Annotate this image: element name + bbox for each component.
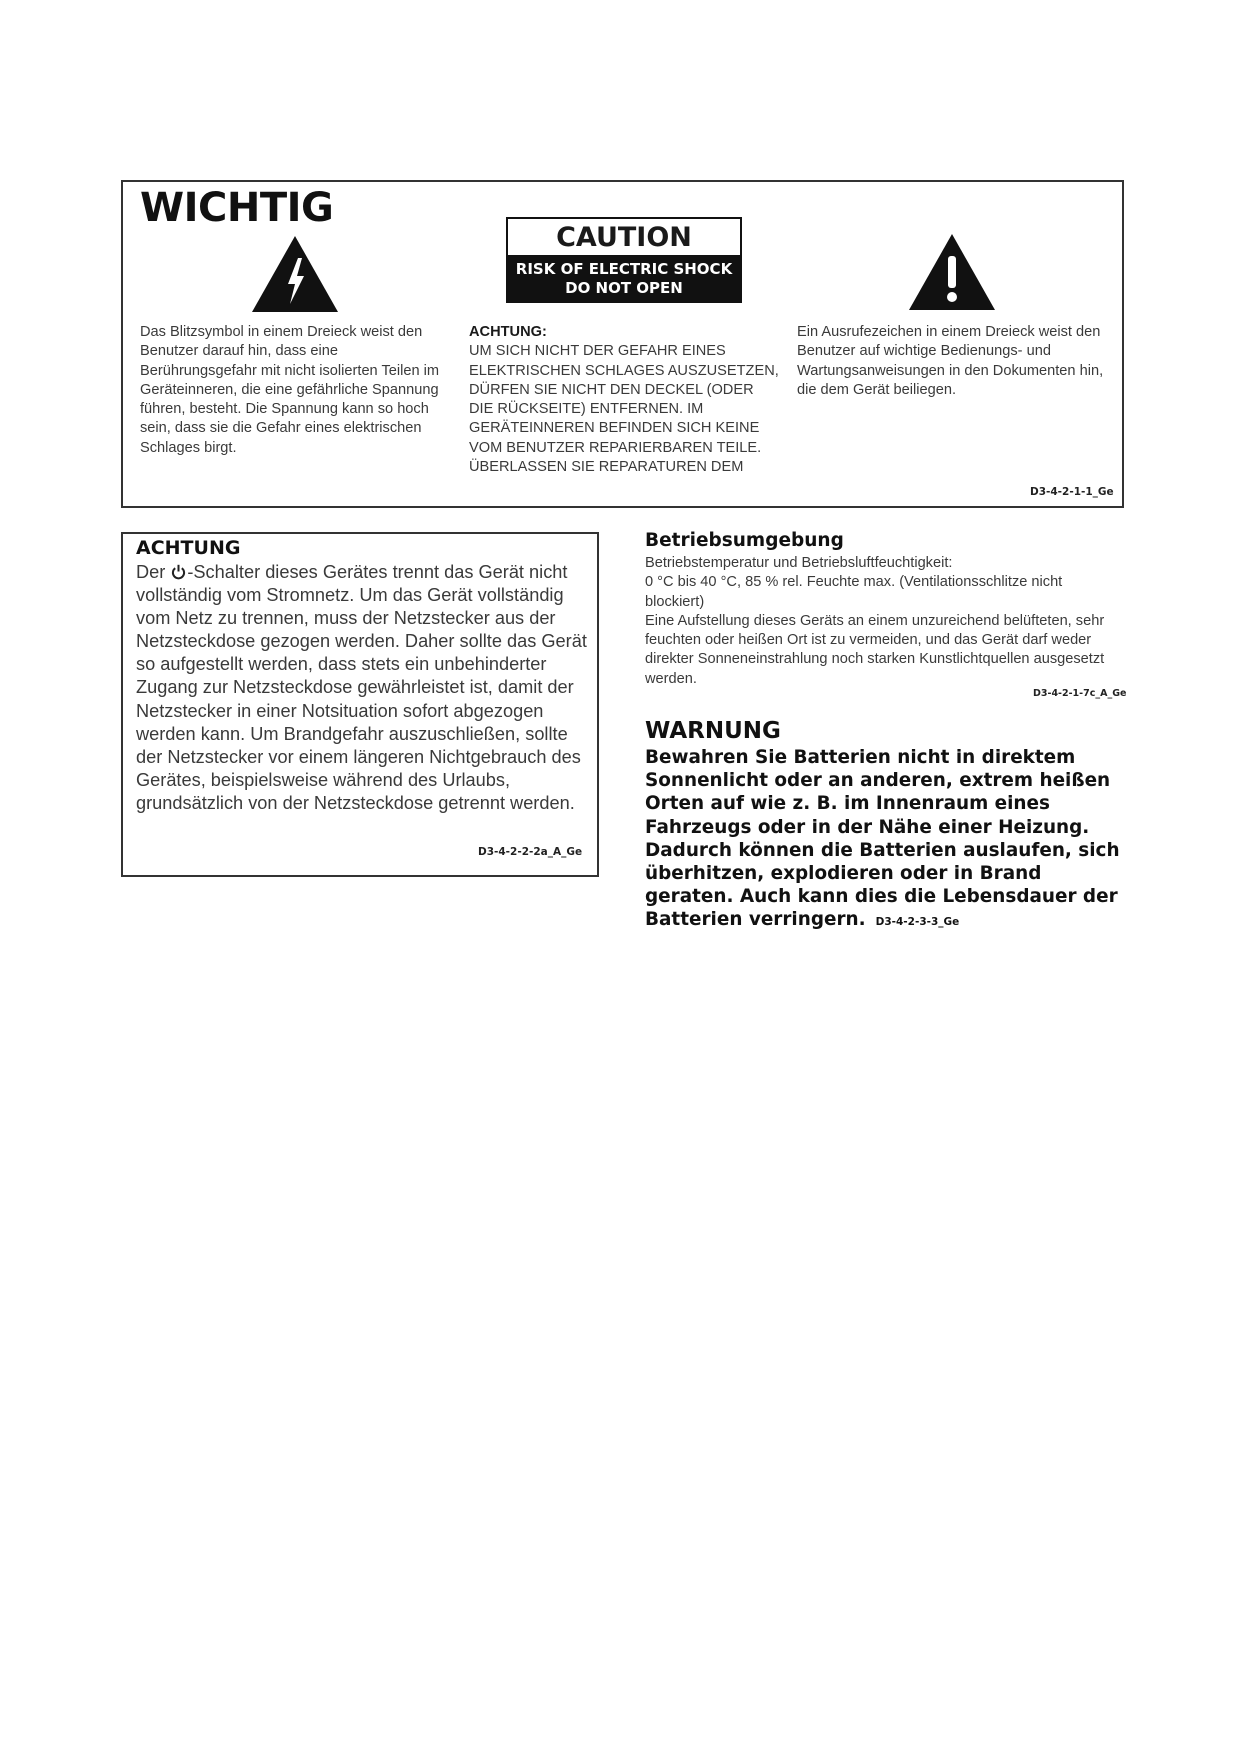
caution-line-1: RISK OF ELECTRIC SHOCK (515, 260, 733, 278)
important-code: D3-4-2-1-1_Ge (1030, 486, 1114, 498)
lightning-triangle-icon (252, 236, 338, 312)
caution-band (508, 255, 740, 303)
exclamation-explanation: Ein Ausrufezeichen in einem Dreieck weist den Benutzer auf wichtige Bedienungs- und Wartungsanweisungen in den Dokumenten hin, die dem Gerät beiliegen. (797, 324, 1104, 398)
warning-heading: WARNUNG (645, 718, 781, 744)
power-symbol-icon (171, 564, 186, 580)
caution-label (506, 217, 742, 303)
caution-explanation-heading: ACHTUNG: (469, 324, 547, 340)
warning-code: D3-4-2-3-3_Ge (875, 916, 960, 929)
caution-explanation (469, 323, 779, 477)
achtung-code: D3-4-2-2-2a_A_Ge (478, 846, 583, 858)
environment-body (645, 554, 1125, 689)
warning-body (645, 746, 1130, 935)
warning-text: Bewahren Sie Batterien nicht in direktem Sonnenlicht oder an anderen, extrem heißen Orten auf wie z. B. im Innenraum eines Fahrzeugs oder in der Nähe einer Heizung. Dadurch können die Batterien auslaufen, sich überhitzen, explodieren oder in Brand geraten. Auch kann dies die Lebensdauer der Batterien verringern. (645, 747, 1120, 931)
environment-para-2: 0 °C bis 40 °C, 85 % rel. Feuchte max. (Ventilationsschlitze nicht blockiert) (645, 574, 1063, 610)
achtung-heading: ACHTUNG (136, 537, 241, 559)
achtung-body (136, 561, 591, 815)
achtung-body-rest: -Schalter dieses Gerätes trennt das Gerät nicht vollständig vom Stromnetz. Um das Gerät vollständig vom Netz zu trennen, muss der Netzstecker aus der Netzsteckdose gezogen werden. Daher sollte das Gerät so aufgestellt werden, dass stets ein unbehinderter Zugang zur Netzsteckdose gewährleistet ist, damit der Netzstecker in einer Notsituation sofort abgezogen werden kann. Um Brandgefahr auszuschließen, sollte der Netzstecker vor einem längeren Nichtgebrauch des Gerätes, beispielsweise während des Urlaubs, grundsätzlich von der Netzsteckdose getrennt werden. (136, 562, 587, 813)
caution-line-2: DO NOT OPEN (565, 279, 683, 297)
lightning-explanation: Das Blitzsymbol in einem Dreieck weist den Benutzer darauf hin, dass eine Berührungsgefahr mit nicht isolierten Teilen im Geräteinneren, die eine gefährliche Spannung führen, besteht. Die Spannung kann so hoch sein, dass sie die Gefahr eines elektrischen Schlages birgt. (140, 324, 440, 456)
environment-para-1: Betriebstemperatur und Betriebsluftfeuchtigkeit: (645, 555, 953, 571)
important-title: WICHTIG (140, 185, 334, 231)
exclamation-triangle-icon (909, 234, 995, 310)
environment-heading: Betriebsumgebung (645, 530, 844, 551)
caution-explanation-text: UM SICH NICHT DER GEFAHR EINES ELEKTRISCHEN SCHLAGES AUSZUSETZEN, DÜRFEN SIE NICHT DEN DECKEL (ODER DIE RÜCKSEITE) ENTFERNEN. IM GERÄTEINNEREN BEFINDEN SICH KEINE VOM BENUTZER REPARIERBAREN TEILE. ÜBERLASSEN SIE REPARATUREN DEM (469, 343, 779, 476)
environment-code: D3-4-2-1-7c_A_Ge (1033, 688, 1127, 699)
achtung-body-start: Der (136, 562, 171, 582)
caution-title: CAUTION (556, 222, 692, 253)
environment-para-3: Eine Aufstellung dieses Geräts an einem unzureichend belüfteten, sehr feuchten oder heißen Ort ist zu vermeiden, und das Gerät darf weder direkter Sonneneinstrahlung noch starken Kunstlichtquellen ausgesetzt werden. (645, 612, 1105, 687)
